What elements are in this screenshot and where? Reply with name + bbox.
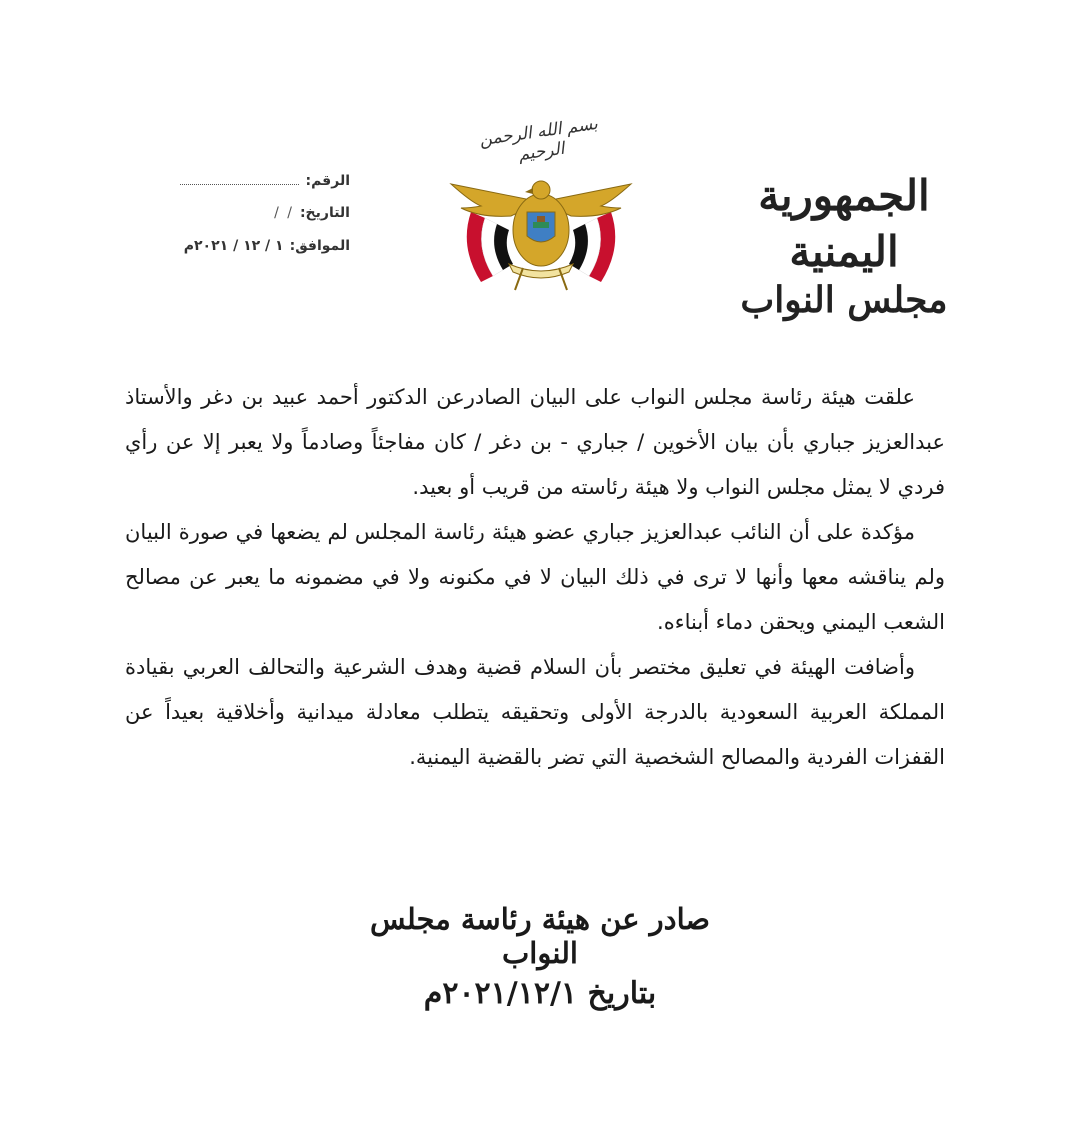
- paragraph: علقت هيئة رئاسة مجلس النواب على البيان الصادرعن الدكتور أحمد عبيد بن دغر والأستاذ عبدالعزيز جباري بأن بيان الأخوين / جباري - بن دغر / كان مفاجئاً وصادماً ولا يعبر إلا عن رأي فردي لا يمثل مجلس النواب ولا هيئة رئاسته من قريب أو بعيد.: [125, 385, 945, 499]
- date-label: التاريخ:: [299, 205, 350, 221]
- yemen-emblem-icon: [441, 172, 641, 292]
- date-row: [118, 205, 350, 238]
- letterhead-brand: [704, 168, 984, 322]
- paragraph: وأضافت الهيئة في تعليق مختصر بأن السلام قضية وهدف الشرعية والتحالف العربي بقيادة المملكة العربية السعودية بالدرجة الأولى وتحقيقه يتطلب معادلة ميدانية وأخلاقية بعيداً عن القفزات الفردية والمصالح الشخصية التي تضر بالقضية اليمنية.: [125, 655, 945, 769]
- corresponding-row: [118, 238, 350, 271]
- issue-date: بتاريخ ٢٠٢١/١٢/١م: [423, 976, 657, 1011]
- statement-body: [125, 375, 945, 780]
- reference-block: [118, 172, 350, 271]
- number-label: الرقم:: [305, 173, 350, 189]
- paragraph: مؤكدة على أن النائب عبدالعزيز جباري عضو هيئة رئاسة المجلس لم يضعها في صورة البيان ولم يناقشه معها وأنها لا ترى في ذلك البيان لا في مكنونه ولا في مضمونه ما يعبر عن مصالح الشعب اليمني ويحقن دماء أبناءه.: [125, 520, 945, 634]
- number-row: [118, 172, 350, 205]
- council-name: مجلس النواب: [740, 279, 948, 321]
- issuer-line: صادر عن هيئة رئاسة مجلس النواب: [369, 902, 711, 970]
- date-value: / /: [274, 205, 294, 221]
- number-blank: [180, 172, 299, 185]
- country-name: الجمهورية اليمنية: [758, 171, 930, 276]
- corresponding-value: ١ / ١٢ / ٢٠٢١م: [183, 238, 284, 254]
- corresponding-label: الموافق:: [289, 238, 350, 254]
- basmala: بسم الله الرحمن الرحيم: [478, 113, 600, 166]
